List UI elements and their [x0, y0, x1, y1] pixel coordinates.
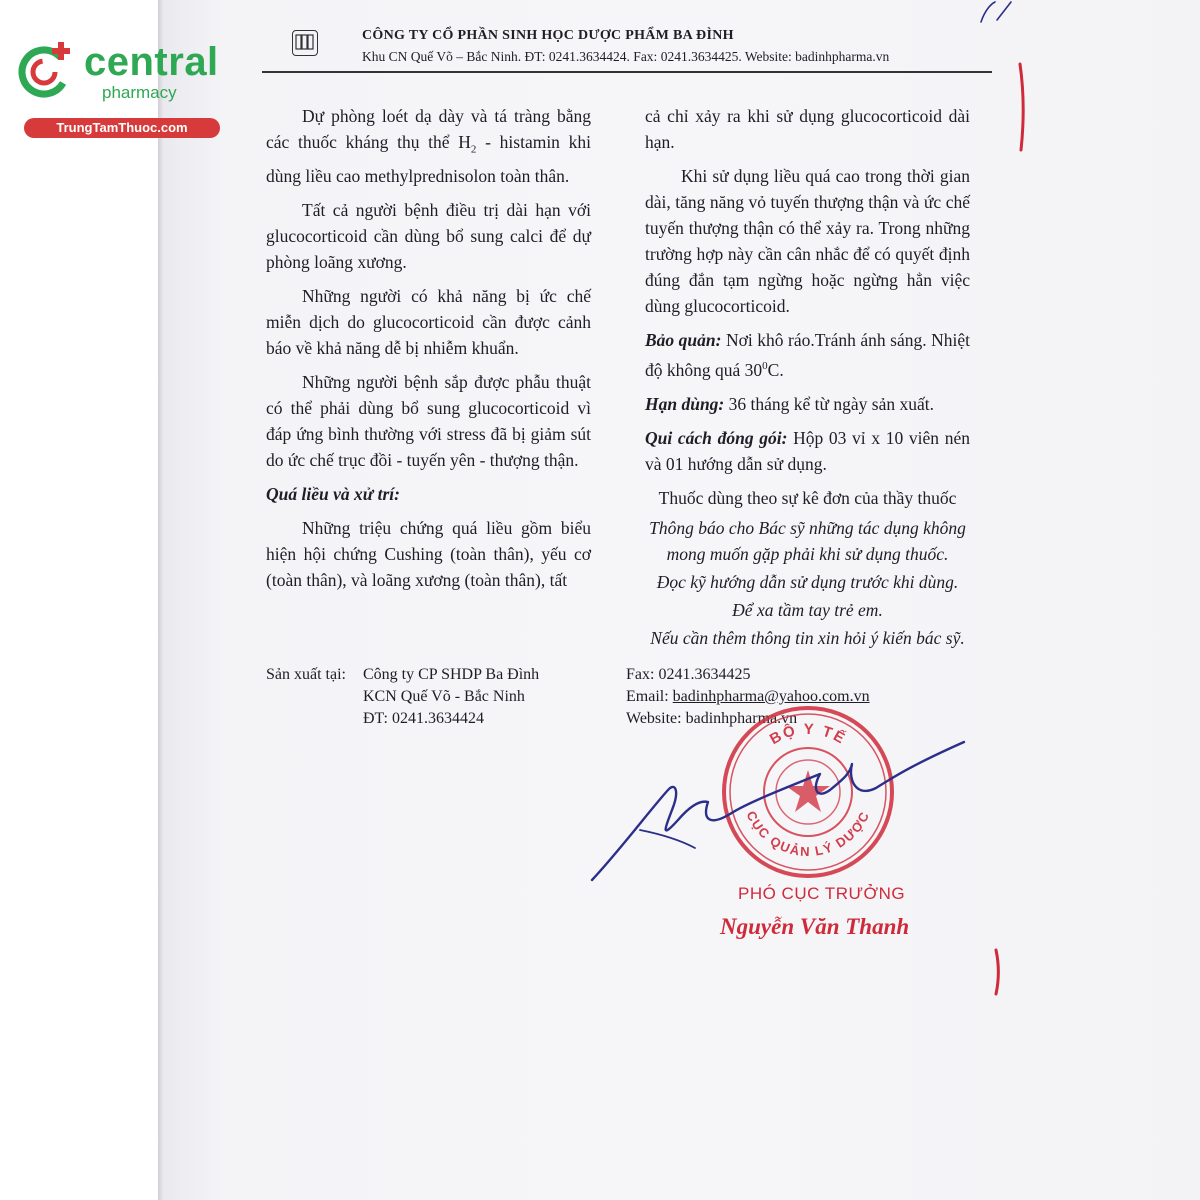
- watermark-brand: central: [84, 40, 219, 84]
- stamp-bottom-text: CỤC QUẢN LÝ DƯỢC: [743, 808, 873, 860]
- fax-line: Fax: 0241.3634425: [626, 666, 751, 683]
- margin-mark-bottom: [990, 948, 1002, 996]
- right-column: [645, 103, 970, 651]
- approver-name: Nguyễn Văn Thanh: [720, 914, 910, 939]
- manufacturer-address: KCN Quế Võ - Bắc Ninh: [363, 688, 525, 705]
- notice-adverse-effects: Thông báo cho Bác sỹ những tác dụng không mong muốn gặp phải khi sử dụng thuốc.: [649, 517, 966, 564]
- watermark-logo: [10, 34, 219, 135]
- packing-line: Qui cách đóng gói: Hộp 03 vỉ x 10 viên nén và 01 hướng dẫn sử dụng.: [645, 427, 970, 474]
- website-line: Website: badinhpharma.vn: [626, 710, 798, 727]
- company-logo-mark: [293, 31, 316, 54]
- paragraph-long-term: cả chỉ xảy ra khi sử dụng glucocorticoid dài hạn.: [645, 106, 970, 152]
- paragraph-high-dose: Khi sử dụng liều quá cao trong thời gian dài, tăng năng vỏ tuyến thượng thận và ức chế tuyến thượng thận có thể xảy ra. Trong những trường hợp này cần cân nhắc để có quyết định đúng đắn tạm ngừng hoặc ngừng hẳn việc dùng glucocorticoid.: [645, 166, 970, 316]
- left-column: [266, 103, 591, 593]
- paragraph-ulcer-prevention: Dự phòng loét dạ dày và tá tràng bằng các thuốc kháng thụ thể $H_2$ - histamin khi dùng liều cao methylprednisolon toàn thân.: [266, 106, 592, 186]
- storage-line: Bảo quản: Nơi khô ráo.Tránh ánh sáng. Nhiệt độ không quá $30^0C$.: [645, 330, 971, 380]
- prescription-note: Thuốc dùng theo sự kê đơn của thầy thuốc: [658, 487, 957, 508]
- manufacturer-phone: ĐT: 0241.3634424: [363, 710, 484, 727]
- paragraph-calcium: Tất cả người bệnh điều trị dài hạn với glucocorticoid cần dùng bổ sung calci để dự phòng loãng xương.: [266, 199, 591, 272]
- email-link[interactable]: badinhpharma@yahoo.com.vn: [672, 688, 870, 705]
- notice-keep-away-children: Để xa tầm tay trẻ em.: [732, 599, 883, 620]
- paragraph-immunosuppression: Những người có khả năng bị ức chế miễn dịch do glucocorticoid cần được cảnh báo về khả năng dễ bị nhiễm khuẩn.: [266, 285, 591, 358]
- watermark-subtitle: pharmacy: [102, 83, 177, 102]
- pharmacy-logo-icon: [14, 38, 78, 102]
- watermark-url: TrungTamThuoc.com: [24, 118, 220, 138]
- email-line: Email: badinhpharma@yahoo.com.vn: [626, 688, 870, 705]
- margin-mark-corner: [975, 0, 1015, 24]
- approver-title: PHÓ CỤC TRƯỞNG: [738, 884, 906, 903]
- manufacturer-label: Sản xuất tại:: [266, 666, 346, 683]
- margin-mark-top: [1014, 62, 1028, 152]
- company-name: CÔNG TY CỔ PHẦN SINH HỌC DƯỢC PHẨM BA ĐÌNH: [362, 28, 734, 43]
- header-divider: [262, 71, 992, 73]
- paragraph-surgery: Những người bệnh sắp được phẫu thuật có thể phải dùng bổ sung glucocorticoid vì đáp ứng bình thường với stress đã bị giảm sút do ức chế trục đồi - tuyến yên - thượng thận.: [266, 371, 591, 470]
- notice-ask-doctor: Nếu cần thêm thông tin xin hỏi ý kiến bác sỹ.: [650, 627, 965, 648]
- signature: [580, 730, 980, 900]
- stamp-top-text: BỘ Y TẾ: [767, 720, 850, 749]
- page-edge: [158, 0, 164, 1200]
- overdose-heading: Quá liều và xử trí:: [266, 483, 400, 504]
- paragraph-overdose: Những triệu chứng quá liều gồm biểu hiện hội chứng Cushing (toàn thân), yếu cơ (toàn thân), và loãng xương (toàn thân), tất: [266, 517, 591, 590]
- manufacturer-block: [266, 664, 539, 730]
- company-logo-icon: [292, 30, 318, 56]
- expiry-line: Hạn dùng: 36 tháng kể từ ngày sản xuất.: [645, 393, 934, 414]
- notice-read-instructions: Đọc kỹ hướng dẫn sử dụng trước khi dùng.: [656, 571, 959, 592]
- company-address: Khu CN Quế Võ – Bắc Ninh. ĐT: 0241.3634424. Fax: 0241.3634425. Website: badinhpharma.vn: [362, 49, 890, 64]
- manufacturer-company: Công ty CP SHDP Ba Đình: [363, 666, 540, 683]
